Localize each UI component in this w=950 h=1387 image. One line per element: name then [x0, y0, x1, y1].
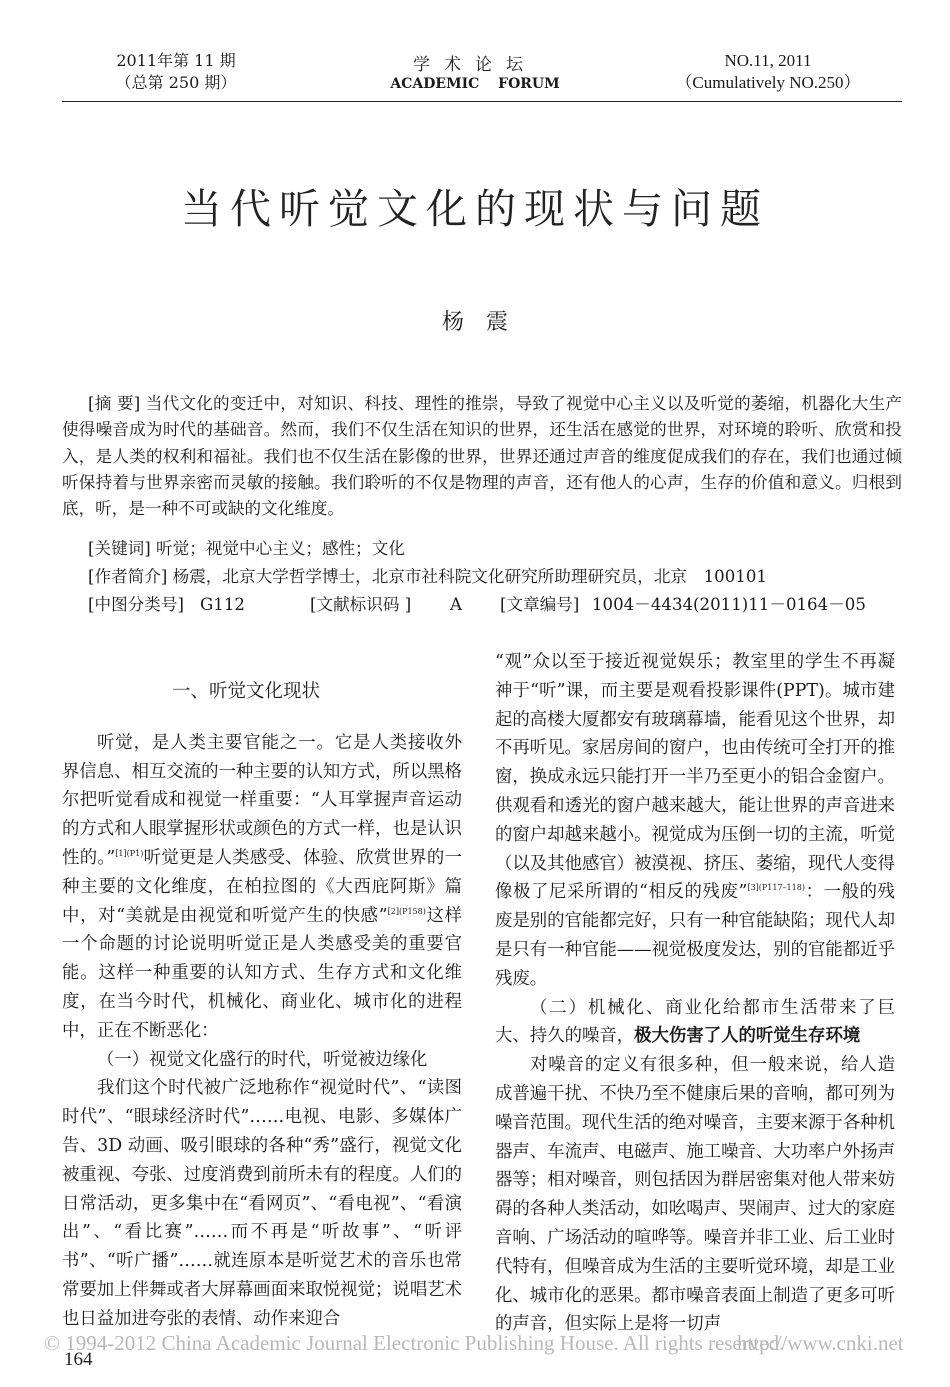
issue-info-zh — [96, 50, 256, 94]
article-title: 当代听觉文化的现状与问题 — [181, 185, 769, 233]
author-info — [88, 564, 908, 590]
abstract-text: 当代文化的变迁中，对知识、科技、理性的推崇，导致了视觉中心主义以及听觉的萎缩，机器化大生产使得噪音成为时代的基础音。然而，我们不仅生活在知识的世界，还生活在感觉的世界，对环境的聆听、欣赏和投入，是人类的权利和福祉。我们也不仅生活在影像的世界，世界还通过声音的维度促成我们的存在，我们也通过倾听保持着与世界亲密而灵敏的接触。我们聆听的不仅是物理的声音，还有他人的心声，生存的价值和意义。归根到底，听，是一种不可或缺的文化维度。 — [62, 394, 902, 519]
author-info-text: 杨震，北京大学哲学博士，北京市社科院文化研究所助理研究员，北京 100101 — [172, 567, 767, 586]
copyright-text: © 1994-2012 China Academic Journal Electronic Publishing House. All rights reserved. — [44, 1331, 785, 1355]
journal-name — [380, 55, 570, 93]
page-number: 164 — [64, 1349, 93, 1370]
citation: [2](P158) — [387, 906, 426, 916]
abstract-label: [摘 要] — [88, 394, 141, 413]
paragraph-text: ：一般的残废是别的官能都完好，只有一种官能缺陷；现代人却是只有一种官能——视觉极度发达，别的官能都近乎残废。 — [495, 882, 895, 989]
subsection-heading — [495, 994, 895, 1052]
abstract — [62, 391, 902, 522]
journal-name-zh: 学术论坛 — [413, 55, 537, 75]
left-column — [62, 648, 462, 1334]
paragraph: 我们这个时代被广泛地称作“视觉时代”、“读图时代”、“眼球经济时代”……电视、电影、多媒体广告、3D 动画、吸引眼球的各种“秀”盛行，视觉文化被重视、夸张、过度消费到前所未有的程度。人们的日常活动，更多集中在“看网页”、“看电视”、“看演出”、“看比赛”……而不再是“听故事”、“听评书”、“听广播”……就连原本是听觉艺术的音乐也常常要加上伴舞或者大屏幕画面来取悦视觉；说唱艺术也日益加进夸张的表情、动作来迎合 — [62, 1078, 462, 1329]
citation: [1](P1) — [115, 849, 144, 859]
cnki-link[interactable]: http://www.cnki.net — [737, 1331, 904, 1355]
copyright-footer — [44, 1331, 924, 1356]
keywords-label: [关键词] — [88, 539, 151, 558]
issue-info-en — [668, 50, 868, 94]
right-column — [495, 648, 895, 1339]
paragraph-text: “观”众以至于接近视觉娱乐；教室里的学生不再凝神于“听”课，而主要是观看投影课件(PPT)。城市建起的高楼大厦都安有玻璃幕墙，能看见这个世界，却不再听见。家居房间的窗户，也由传统可全打开的推窗，换成永远只能打开一半乃至更小的铝合金窗户。供观看和透光的窗户越来越大，能让世界的声音进来的窗户却越来越小。视觉成为压倒一切的主流，听觉（以及其他感官）被漠视、挤压、萎缩，现代人变得像极了尼采所谓的“相反的残废” — [495, 652, 895, 903]
paragraph — [495, 648, 895, 994]
subsection-heading: （一）视觉文化盛行的时代，听觉被边缘化 — [97, 1049, 428, 1070]
journal-name-en: ACADEMIC FORUM — [390, 76, 560, 92]
subsection-heading-part: 极大伤害了人的听觉生存环境 — [634, 1026, 861, 1047]
citation: [3](P117–118) — [747, 883, 805, 893]
subsection-heading-part: （二）机械化、商业化给都市生活带来了巨大、持久的噪音， — [495, 997, 895, 1047]
keywords-text: 听觉；视觉中心主义；感性；文化 — [156, 539, 405, 558]
paragraph-text: 听觉更是人类感受、体验、欣赏世界的一种主要的文化维度，在柏拉图的《大西庇阿斯》篇中，对“美就是由视觉和听觉产生的快感” — [62, 847, 462, 926]
author-info-label: [作者简介] — [88, 567, 168, 586]
paragraph-text: 听觉，是人类主要官能之一。它是人类接收外界信息、相互交流的一种主要的认知方式，所以黑格尔把听觉看成和视觉一样重要：“人耳掌握声音运动的方式和人眼掌握形状或颜色的方式一样，也是认识性的。” — [62, 732, 462, 868]
article-number-label: [文章编号] — [500, 595, 580, 614]
total-issue-zh: （总第 250 期） — [115, 73, 237, 92]
paragraph — [62, 729, 462, 1046]
paragraph: 对噪音的定义有很多种，但一般来说，给人造成普遍干扰、不快乃至不健康后果的音响，都可列为噪音范围。现代生活的绝对噪音，主要来源于各种机器声、车流声、电磁声、施工噪音、大功率户外扬声器等；相对噪音，则包括因为群居密集对他人带来妨碍的各种人类活动，如吆喝声、哭闹声、过大的家庭音响、广场活动的喧哗等。噪音并非工业、后工业时代特有，但噪音成为生活的主要听觉环境，却是工业化、城市化的恶果。都市噪音表面上制造了更多可听的声音，但实际上是将一切声 — [495, 1055, 895, 1335]
article-author: 杨震 — [441, 310, 530, 335]
keywords — [88, 536, 908, 562]
header-rule — [62, 101, 902, 102]
issue-number-zh: 2011年第 11 期 — [116, 51, 236, 70]
doc-code-label: [文献标识码 ] — [310, 595, 412, 614]
article-number: 1004－4434(2011)11－0164－05 — [592, 595, 866, 614]
paragraph-text: 这样一个命题的讨论说明听觉正是人类感受美的重要官能。这样一种重要的认知方式、生存方式和文化维度，在当今时代，机械化、商业化、城市化的进程中，正在不断恶化： — [62, 905, 462, 1041]
clc-code: G112 — [200, 595, 245, 614]
section-heading: 一、听觉文化现状 — [172, 681, 321, 702]
doc-code: A — [450, 595, 462, 614]
clc-label: [中图分类号] — [88, 595, 184, 614]
issue-number-en: NO.11, 2011 — [724, 51, 812, 70]
total-issue-en: （Cumulatively NO.250） — [675, 73, 861, 92]
